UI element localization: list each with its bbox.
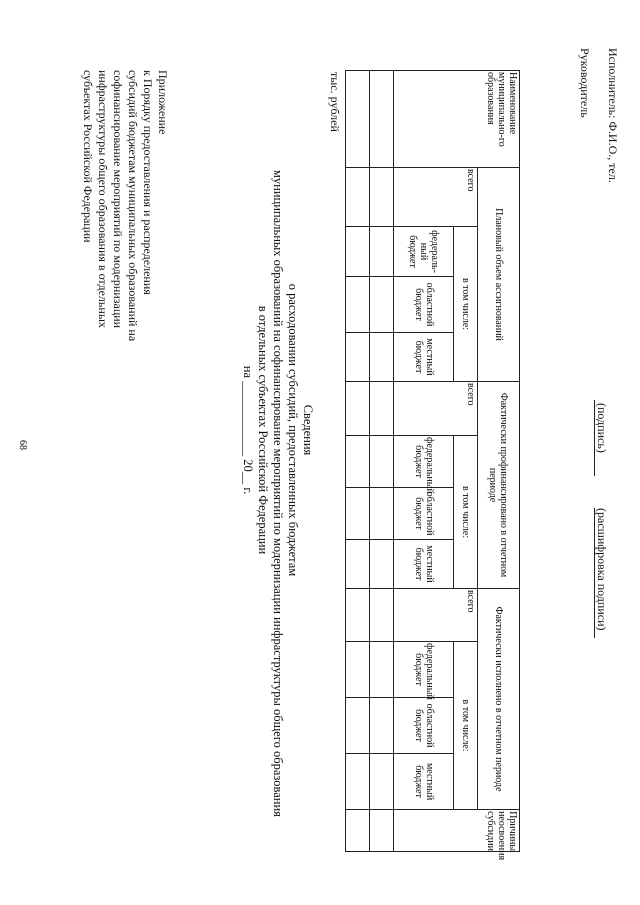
header-local: местный бюджет — [394, 333, 454, 382]
table-cell — [370, 698, 394, 754]
table-cell — [346, 540, 370, 589]
appendix-line: к Порядку предоставления и распределения — [141, 70, 155, 295]
subsidy-table — [345, 70, 520, 861]
report-line: муниципальных образований на софинансирование мероприятий по модернизации инфраструктуры общего образования — [271, 170, 285, 817]
header-executed: Фактически исполнено в отчетном периоде — [478, 589, 520, 810]
table-cell — [370, 810, 394, 852]
header-including: в том числе: — [454, 436, 478, 589]
header-total: всего — [394, 168, 478, 227]
table-cell — [346, 810, 370, 852]
signature-caption: (подпись) — [595, 403, 609, 453]
table-cell — [346, 754, 370, 810]
table-cell — [370, 488, 394, 540]
table-cell — [346, 168, 370, 227]
table-cell — [346, 277, 370, 333]
header-total: всего — [394, 382, 478, 436]
page-number: 68 — [17, 440, 28, 450]
appendix-line: субсидий бюджетам муниципальных образований на — [126, 70, 140, 342]
appendix-line: софинансирование мероприятий по модернизации — [111, 70, 125, 329]
appendix-block — [80, 70, 170, 370]
table-cell — [346, 227, 370, 277]
header-local: местный бюджет — [394, 754, 454, 810]
table-cell — [370, 436, 394, 488]
appendix-line: инфраструктуры общего образования в отдельных — [96, 70, 110, 328]
header-regional: областной бюджет — [394, 277, 454, 333]
decode-caption: (расшифровка подписи) — [595, 508, 609, 631]
table-cell — [370, 589, 394, 642]
report-date-line: на ____________ 20__ г. — [241, 365, 255, 495]
table-cell — [370, 71, 394, 168]
table-cell — [346, 642, 370, 698]
table-cell — [370, 168, 394, 227]
table-cell — [346, 698, 370, 754]
table-cell — [370, 540, 394, 589]
table-cell — [346, 488, 370, 540]
report-line: в отдельных субъектах Российской Федерации — [256, 305, 270, 555]
header-federal: федеральный бюджет — [394, 642, 454, 698]
header-including: в том числе: — [454, 642, 478, 810]
header-federal: федеральный бюджет — [394, 436, 454, 488]
table-cell — [346, 333, 370, 382]
header-municipality: Наименование муниципально-го образования — [394, 71, 520, 168]
table-cell — [370, 642, 394, 698]
header-planned: Плановый объем ассигнований — [478, 168, 520, 382]
header-total: всего — [394, 589, 478, 642]
header-financed: Фактически профинансировано в отчетном периоде — [478, 382, 520, 589]
header-regional: областной бюджет — [394, 698, 454, 754]
header-federal: федераль-ный бюджет — [394, 227, 454, 277]
header-regional: областной бюджет — [394, 488, 454, 540]
executor-label: Исполнитель: Ф.И.О., тел. — [606, 48, 620, 183]
table-cell — [346, 589, 370, 642]
header-local: местный бюджет — [394, 540, 454, 589]
header-row-2 — [454, 71, 478, 852]
table-row — [346, 71, 370, 852]
table-cell — [370, 382, 394, 436]
head-label: Руководитель — [578, 48, 592, 118]
table-cell — [346, 382, 370, 436]
report-heading — [240, 170, 315, 817]
header-row-1 — [478, 71, 520, 852]
report-title: Сведения — [301, 404, 315, 456]
header-reasons: Причины неосвоения субсидии — [394, 810, 520, 852]
table-cell — [370, 277, 394, 333]
appendix-line: Приложение — [156, 70, 170, 135]
table-cell — [346, 436, 370, 488]
table-cell — [370, 754, 394, 810]
units-label: тыс. рублей — [328, 72, 342, 132]
header-including: в том числе: — [454, 227, 478, 382]
table-row — [370, 71, 394, 852]
report-line: о расходовании субсидий, предоставленных бюджетам — [286, 283, 300, 577]
table-cell — [346, 71, 370, 168]
table-cell — [370, 333, 394, 382]
appendix-line: субъектах Российской Федерации — [81, 70, 95, 243]
table-cell — [370, 227, 394, 277]
